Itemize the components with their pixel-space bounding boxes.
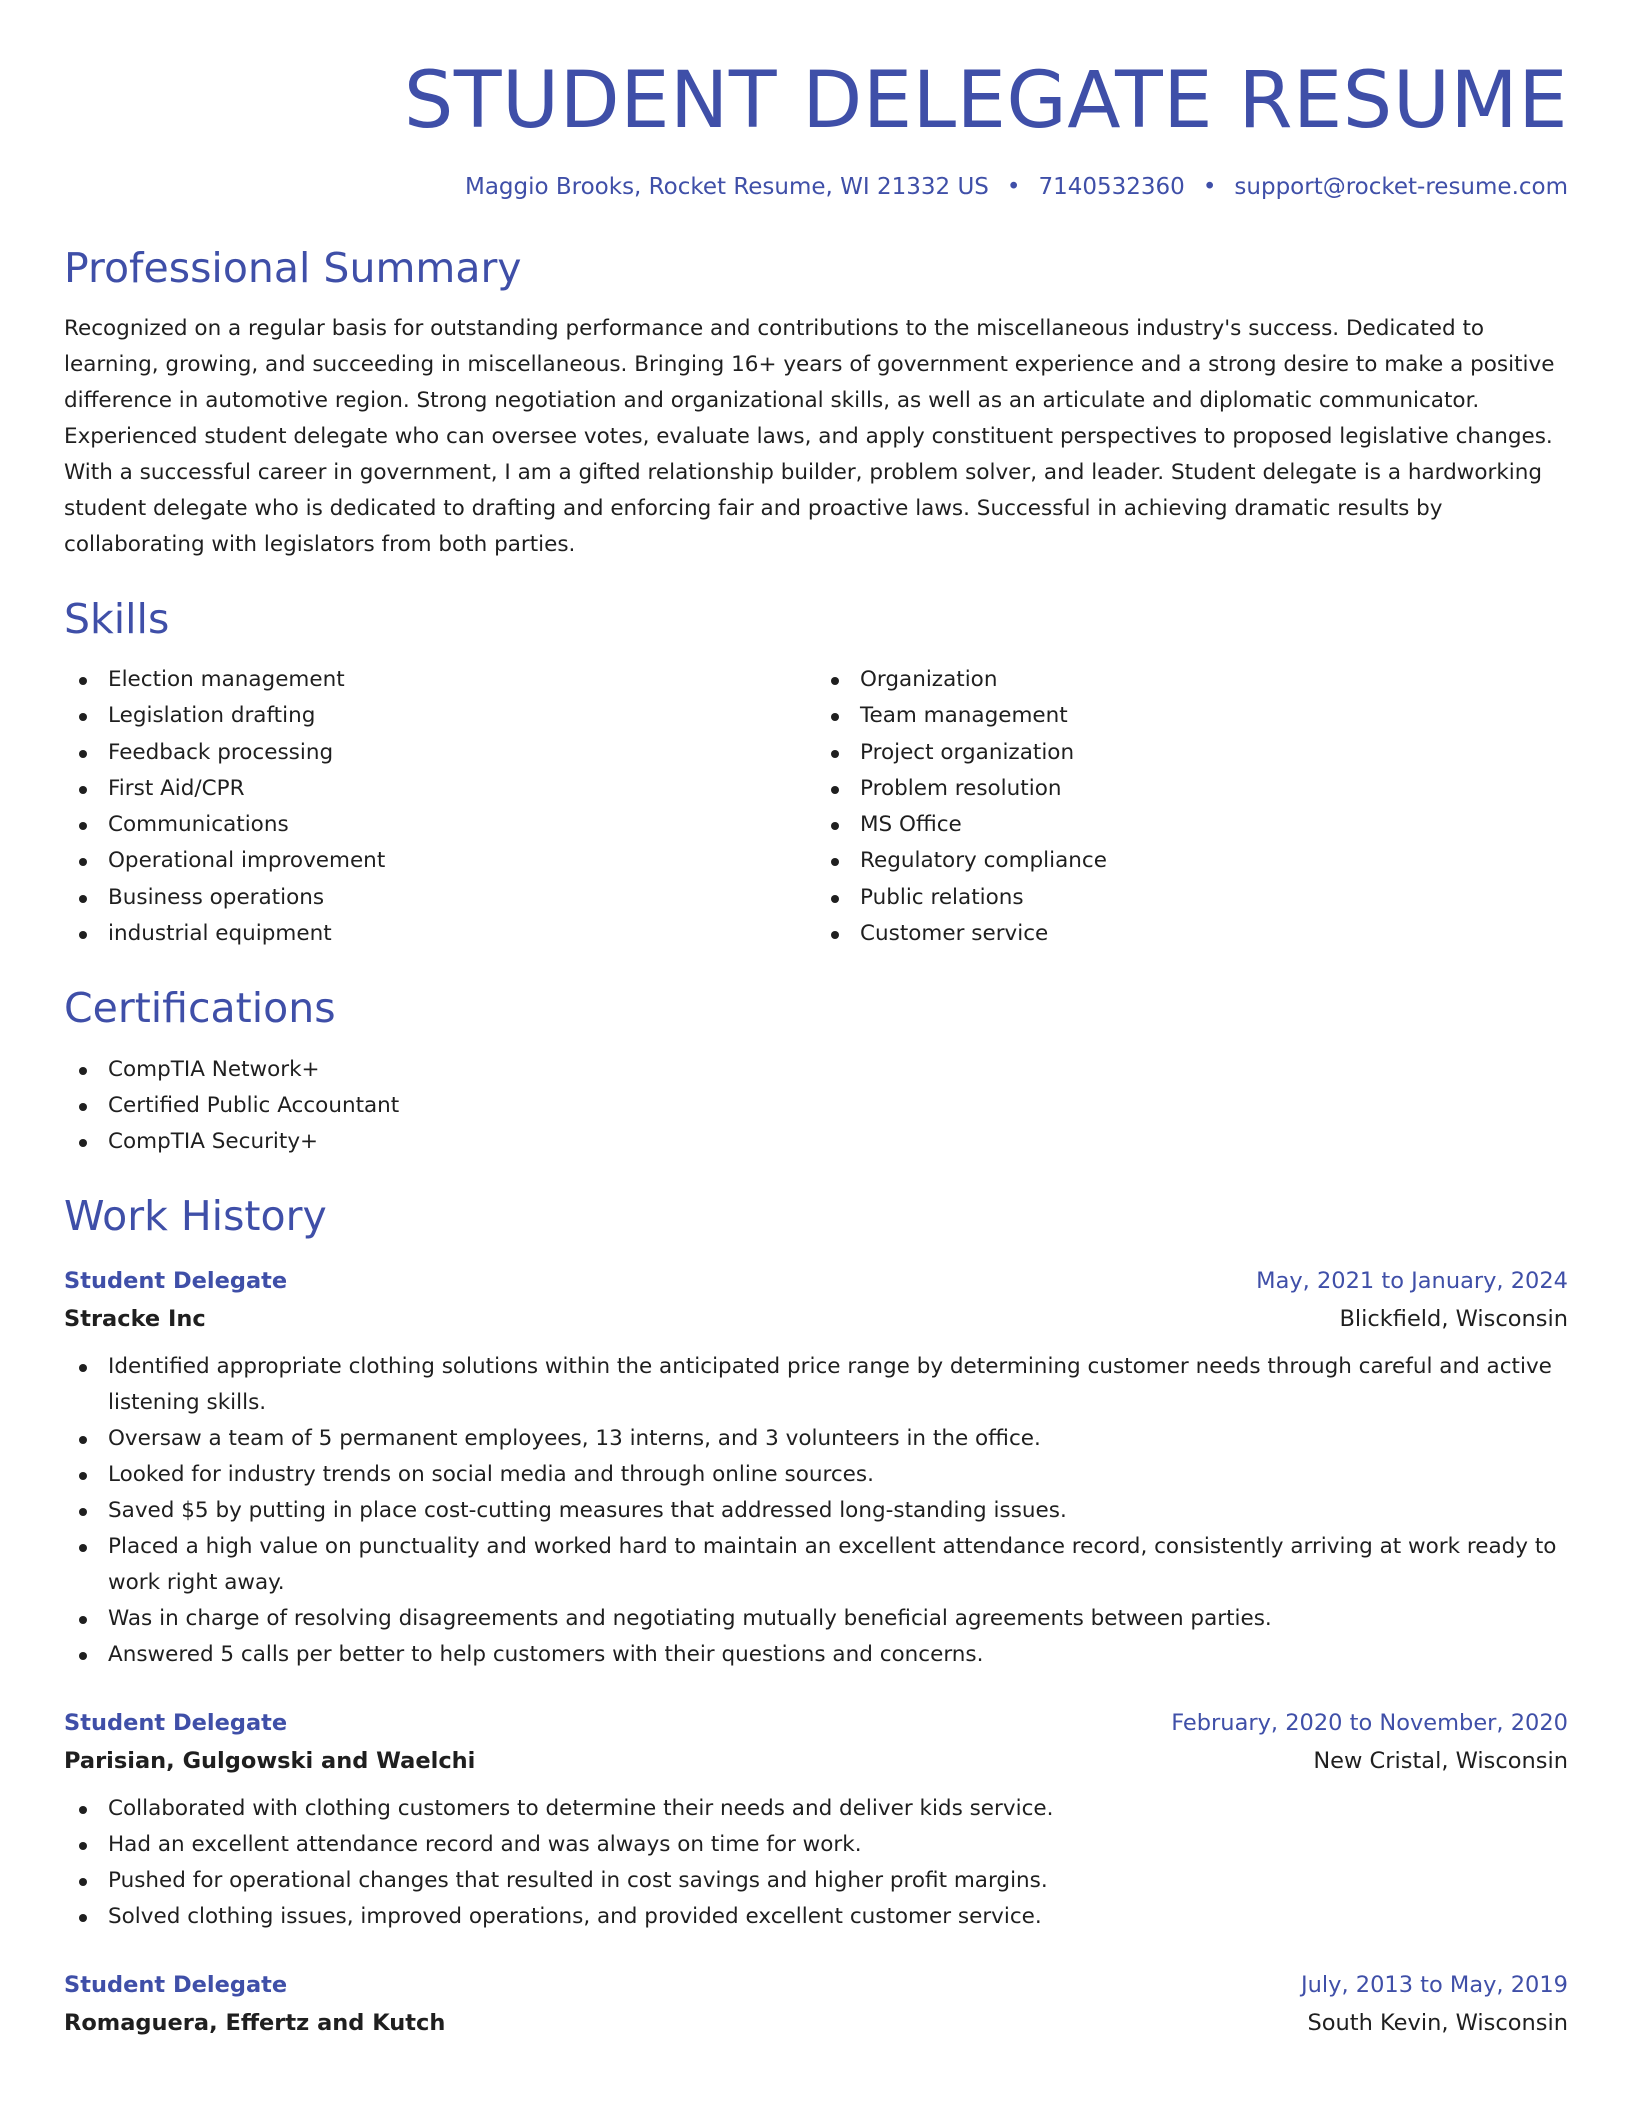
skills-list-right [816,662,1568,952]
job-bullet: Placed a high value on punctuality and worked hard to maintain an excellent attendance record, consistently arriving at work ready to work right away. [64,1529,1568,1601]
job-header-row [64,1263,1568,1299]
contact-separator: • [1202,174,1217,200]
skill-item: Feedback processing [64,735,816,771]
job-location: New Cristal, Wisconsin [1313,1747,1568,1774]
contact-separator: • [1006,174,1021,200]
job-dates: February, 2020 to November, 2020 [1171,1709,1568,1736]
skill-item: Public relations [816,880,1568,916]
job-dates: May, 2021 to January, 2024 [1256,1267,1568,1294]
skill-item: Team management [816,698,1568,734]
skills-heading: Skills [64,594,170,643]
skill-item: Business operations [64,880,816,916]
job-header-row [64,1705,1568,1741]
job-bullet: Solved clothing issues, improved operations, and provided excellent customer service. [64,1899,1568,1935]
skill-item: Project organization [816,735,1568,771]
job-bullet: Saved $5 by putting in place cost-cutting measures that addressed long-standing issues. [64,1493,1568,1529]
job-bullets [64,1791,1568,1935]
job-location: South Kevin, Wisconsin [1307,2009,1568,2036]
skill-item: industrial equipment [64,916,816,952]
job-bullets [64,1349,1568,1673]
skill-item: Regulatory compliance [816,843,1568,879]
skills-grid [64,662,1568,952]
summary-text: Recognized on a regular basis for outstanding performance and contributions to the miscellaneous industry's success. Dedicated to learning, growing, and succeeding in miscellaneous. Bringing 16+ years of government experience and a strong desire to make a positive difference in automotive region. Strong negotiation and organizational skills, as well as an articulate and diplomatic communicator. Experienced student delegate who can oversee votes, evaluate laws, and apply constituent perspectives to proposed legislative changes. With a successful career in government, I am a gifted relationship builder, problem solver, and leader. Student delegate is a hardworking student delegate who is dedicated to drafting and enforcing fair and proactive laws. Successful in achieving dramatic results by collaborating with legislators from both parties. [64,315,1555,557]
job-entry [64,1263,1568,1673]
job-bullet: Had an excellent attendance record and was always on time for work. [64,1827,1568,1863]
job-role: Student Delegate [64,1267,288,1294]
contact-address: Maggio Brooks, Rocket Resume, WI 21332 US [464,174,989,200]
contact-email: support@rocket-resume.com [1234,174,1568,200]
job-company: Parisian, Gulgowski and Waelchi [64,1747,476,1774]
skill-item: Problem resolution [816,771,1568,807]
skill-item: Legislation drafting [64,698,816,734]
skill-item: Customer service [816,916,1568,952]
job-company-row [64,2003,1568,2043]
resume-title: STUDENT DELEGATE RESUME [403,56,1568,146]
certifications-heading: Certifications [64,984,336,1033]
job-bullet: Collaborated with clothing customers to determine their needs and deliver kids service. [64,1791,1568,1827]
job-role: Student Delegate [64,1709,288,1736]
job-company-row [64,1741,1568,1781]
skills-list-left [64,662,816,952]
job-bullet: Oversaw a team of 5 permanent employees, 13 interns, and 3 volunteers in the office. [64,1421,1568,1457]
certifications-list [64,1052,1568,1160]
job-entry [64,1705,1568,1935]
job-dates: July, 2013 to May, 2019 [1300,1971,1568,1998]
job-bullet: Looked for industry trends on social media and through online sources. [64,1457,1568,1493]
summary-heading: Professional Summary [64,243,522,292]
job-header-row [64,1967,1568,2003]
job-role: Student Delegate [64,1971,288,1998]
resume-header [64,56,1568,202]
contact-phone: 7140532360 [1038,174,1185,200]
job-entry [64,1967,1568,2043]
certification-item: CompTIA Security+ [64,1124,1568,1160]
skill-item: MS Office [816,807,1568,843]
job-company: Romaguera, Effertz and Kutch [64,2009,446,2036]
skill-item: Communications [64,807,816,843]
skill-item: First Aid/CPR [64,771,816,807]
resume-page [64,0,1568,2112]
job-company-row [64,1299,1568,1339]
job-bullet: Answered 5 calls per better to help customers with their questions and concerns. [64,1637,1568,1673]
job-company: Stracke Inc [64,1305,206,1332]
skill-item: Organization [816,662,1568,698]
job-bullet: Was in charge of resolving disagreements and negotiating mutually beneficial agreements between parties. [64,1601,1568,1637]
skill-item: Operational improvement [64,843,816,879]
certification-item: Certified Public Accountant [64,1088,1568,1124]
job-bullet: Identified appropriate clothing solutions within the anticipated price range by determining customer needs through careful and active listening skills. [64,1349,1568,1421]
work-history-heading: Work History [64,1191,327,1240]
skill-item: Election management [64,662,816,698]
job-bullet: Pushed for operational changes that resulted in cost savings and higher profit margins. [64,1863,1568,1899]
job-location: Blickfield, Wisconsin [1339,1305,1568,1332]
certification-item: CompTIA Network+ [64,1052,1568,1088]
contact-line [64,174,1568,202]
